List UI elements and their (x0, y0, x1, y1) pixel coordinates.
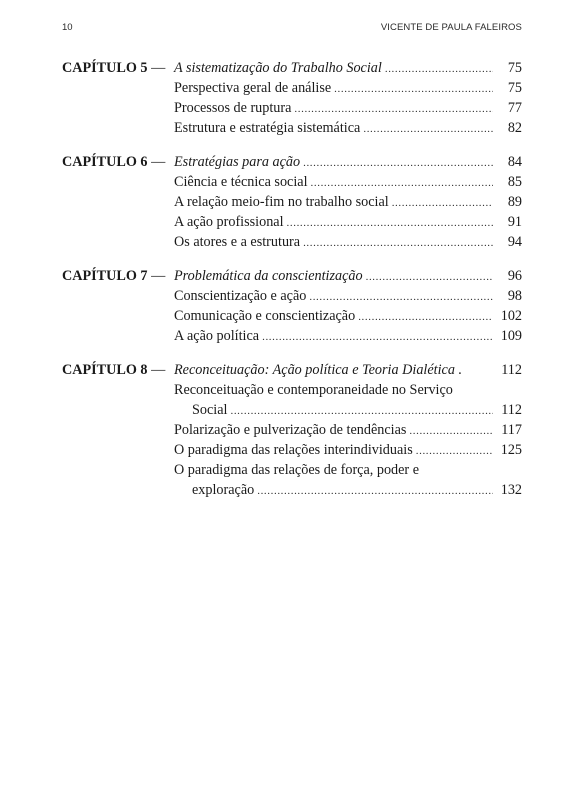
section-row[interactable] (62, 286, 522, 306)
section-title: Conscientização e ação (174, 288, 307, 304)
section-row[interactable] (62, 118, 522, 138)
chapter-heading-row[interactable] (62, 360, 522, 380)
dot-leader (366, 267, 493, 287)
section-row[interactable] (62, 78, 522, 98)
section-title: exploração (192, 482, 255, 498)
section-page: 98 (507, 288, 522, 304)
section-page: 94 (507, 234, 522, 250)
section-page: 77 (507, 100, 522, 116)
section-title-line1: Reconceituação e contemporaneidade no Serviço (174, 382, 453, 398)
section-row-continued[interactable] (62, 380, 522, 400)
chapter-5 (62, 58, 522, 138)
chapter-6 (62, 152, 522, 252)
section-title: A ação profissional (174, 214, 284, 230)
section-title: A ação política (174, 328, 260, 344)
chapter-dash: — (151, 268, 166, 284)
dot-leader (311, 173, 493, 193)
section-row[interactable] (62, 98, 522, 118)
section-row-continued[interactable] (62, 460, 522, 480)
dot-leader (303, 233, 493, 253)
section-title: Processos de ruptura (174, 100, 292, 116)
section-page: 85 (507, 174, 522, 190)
chapter-8 (62, 360, 522, 500)
chapter-heading-row[interactable] (62, 266, 522, 286)
dot-leader (230, 401, 493, 421)
chapter-page: 75 (507, 60, 522, 76)
section-title: Perspectiva geral de análise (174, 80, 332, 96)
section-page: 75 (507, 80, 522, 96)
chapter-label: CAPÍTULO 8 (62, 362, 148, 378)
table-of-contents (62, 58, 522, 514)
section-title: Comunicação e conscientização (174, 308, 356, 324)
section-row[interactable] (62, 212, 522, 232)
section-title-line1: O paradigma das relações de força, poder e (174, 462, 420, 478)
section-title: Estrutura e estratégia sistemática (174, 120, 361, 136)
section-row[interactable] (62, 420, 522, 440)
section-page: 117 (501, 422, 522, 438)
section-title: Ciência e técnica social (174, 174, 308, 190)
dot-leader (303, 153, 493, 173)
section-row[interactable] (62, 480, 522, 500)
dot-leader (358, 307, 493, 327)
dot-leader (334, 79, 493, 99)
chapter-page: 112 (501, 362, 522, 378)
dot-leader (385, 59, 493, 79)
section-row[interactable] (62, 326, 522, 346)
chapter-title: Estratégias para ação (174, 154, 301, 170)
section-page: 109 (500, 328, 522, 344)
section-page: 132 (500, 482, 522, 498)
running-header (62, 22, 522, 36)
dot-leader (294, 99, 493, 119)
dot-leader (262, 327, 493, 347)
chapter-page: 96 (507, 268, 522, 284)
section-page: 89 (507, 194, 522, 210)
page-number: 10 (62, 22, 73, 33)
chapter-7 (62, 266, 522, 346)
chapter-title: Reconceituação: Ação política e Teoria Dialética . (174, 362, 463, 378)
chapter-dash: — (151, 154, 166, 170)
section-page: 125 (500, 442, 522, 458)
section-row[interactable] (62, 172, 522, 192)
dot-leader (392, 193, 493, 213)
section-title: Os atores e a estrutura (174, 234, 301, 250)
chapter-dash: — (151, 60, 166, 76)
chapter-title: A sistematização do Trabalho Social (174, 60, 382, 76)
header-author: VICENTE DE PAULA FALEIROS (380, 22, 522, 33)
chapter-label: CAPÍTULO 7 (62, 268, 148, 284)
section-title: Social (192, 402, 228, 418)
chapter-page: 84 (507, 154, 522, 170)
dot-leader (416, 441, 493, 461)
section-row[interactable] (62, 232, 522, 252)
section-title: Polarização e pulverização de tendências (174, 422, 407, 438)
section-row[interactable] (62, 400, 522, 420)
dot-leader (409, 421, 493, 441)
dot-leader (309, 287, 493, 307)
section-page: 82 (507, 120, 522, 136)
dot-leader (257, 481, 493, 501)
section-page: 91 (507, 214, 522, 230)
chapter-heading-row[interactable] (62, 152, 522, 172)
section-page: 102 (500, 308, 522, 324)
section-page: 112 (501, 402, 522, 418)
dot-leader (287, 213, 493, 233)
section-row[interactable] (62, 192, 522, 212)
dot-leader (363, 119, 493, 139)
chapter-heading-row[interactable] (62, 58, 522, 78)
chapter-title: Problemática da conscientização (174, 268, 363, 284)
chapter-dash: — (151, 362, 166, 378)
section-row[interactable] (62, 440, 522, 460)
section-row[interactable] (62, 306, 522, 326)
section-title: O paradigma das relações interindividuais (174, 442, 413, 458)
chapter-label: CAPÍTULO 6 (62, 154, 148, 170)
chapter-label: CAPÍTULO 5 (62, 60, 148, 76)
section-title: A relação meio-fim no trabalho social (174, 194, 389, 210)
